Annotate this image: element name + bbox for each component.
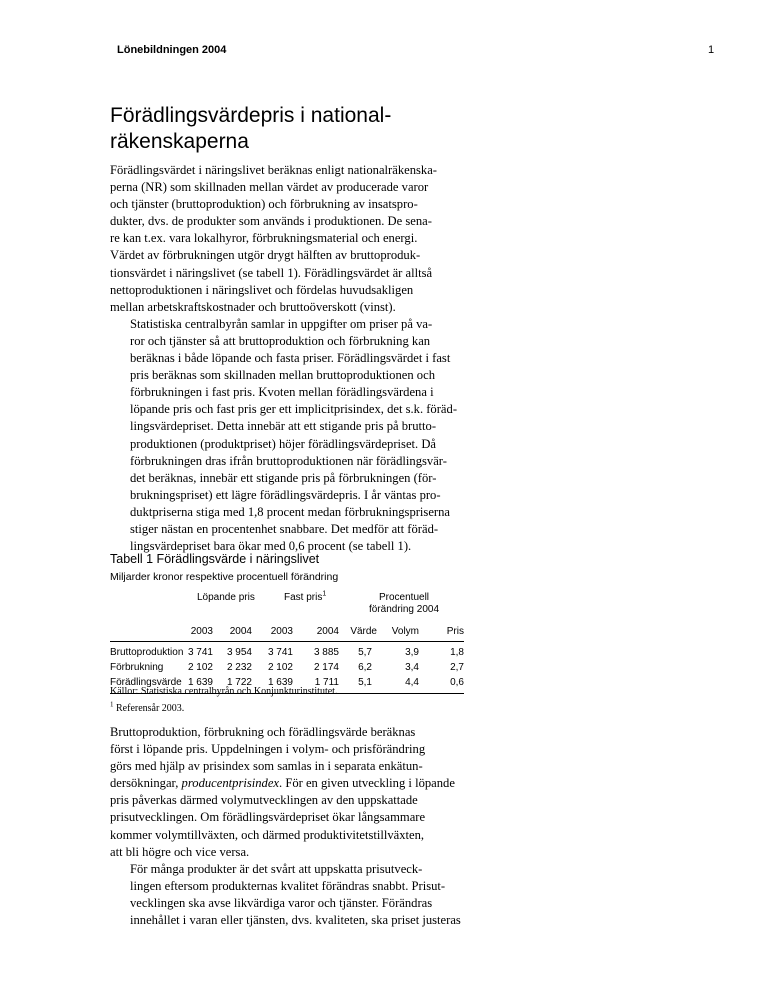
text-line: Värdet av förbrukningen utgör drygt hälften av bruttoproduk- (110, 248, 421, 263)
table-subtitle: Miljarder kronor respektive procentuell förändring (110, 571, 339, 583)
footnote-text: Referensår 2003. (116, 703, 185, 714)
table-source: Källor: Statistiska centralbyrån och Konjunkturinstitutet. (110, 686, 338, 697)
header-change-line1: Procentuell (378, 592, 430, 603)
text-line: re kan t.ex. vara lokalhyror, förbrukningsmaterial och energi. (110, 231, 418, 246)
table-cell: 2,7 (450, 662, 464, 673)
title-line: räkenskaperna (110, 130, 249, 153)
table-cell: 3 885 (313, 647, 339, 658)
paragraph-2 (110, 316, 478, 555)
table-cell: 2 102 (267, 662, 293, 673)
text-line: ror och tjänster så att bruttoproduktion och förbrukning kan (130, 333, 431, 348)
body-text-top (110, 162, 478, 555)
column-header: 2003 (270, 626, 293, 637)
row-label: Förädlingsvärde (110, 677, 182, 688)
table-cell: 3 954 (226, 647, 252, 658)
header-group-fixed-label: Fast pris (284, 592, 323, 603)
header-group-current-price: Löpande pris (197, 592, 255, 603)
column-header: Värde (350, 626, 377, 637)
text-line: innehållet i varan eller tjänsten, dvs. kvaliteten, ska priset justeras (130, 913, 461, 928)
column-header: Volym (391, 626, 419, 637)
text-line: mellan arbetskraftskostnader och bruttoöverskott (vinst). (110, 299, 396, 314)
paragraph-1 (110, 162, 478, 316)
table-cell: 3,9 (405, 647, 419, 658)
table-header-rule (110, 641, 464, 642)
text-line: förbrukningen dras ifrån bruttoproduktionen när förädlingsvär- (130, 453, 447, 468)
table-cell: 1 722 (226, 677, 252, 688)
text-line (110, 775, 478, 792)
text-line: lingsvärdepriset bara ökar med 0,6 procent (se tabell 1). (130, 539, 412, 554)
text-line: vecklingen ska avse likvärdiga varor och tjänster. Förändras (130, 895, 433, 910)
footnote-marker: 1 (322, 590, 327, 598)
table-cell: 5,7 (358, 647, 372, 658)
text-line: det beräknas, innebär ett stigande pris på förbrukningen (för- (130, 470, 437, 485)
text-line: tionsvärdet i näringslivet (se tabell 1). Förädlingsvärdet är alltså (110, 265, 433, 280)
table-cell: 1 639 (267, 677, 293, 688)
text-line: stiger nästan en procentenhet snabbare. Det medför att föräd- (130, 521, 439, 536)
table-title: Tabell 1 Förädlingsvärde i näringslivet (110, 552, 320, 566)
table-cell: 2 174 (313, 662, 339, 673)
column-header: 2003 (190, 626, 213, 637)
header-change-line2: förändring 2004 (368, 604, 440, 615)
text-line: först i löpande pris. Uppdelningen i volym- och prisförändring (110, 742, 426, 757)
text-line: att bli högre och vice versa. (110, 844, 250, 859)
paragraph-4 (110, 861, 478, 929)
text-line: perna (NR) som skillnaden mellan värdet av producerade varor (110, 180, 429, 195)
text-line: dukter, dvs. de produkter som används i produktionen. De sena- (110, 214, 432, 229)
title-line: Förädlingsvärdepris i national- (110, 104, 392, 127)
table-cell: 5,1 (358, 677, 372, 688)
table-cell: 0,6 (450, 677, 464, 688)
text-line: brukningspriset) ett lägre förädlingsvärdepris. I år väntas pro- (130, 487, 441, 502)
text-line: pris beräknas som skillnaden mellan bruttoproduktionen och (130, 368, 435, 383)
text-line: nettoproduktionen i näringslivet och fördelas huvudsakligen (110, 282, 414, 297)
text-line: förbrukningen i fast pris. Kvoten mellan förädlingsvärdena i (130, 385, 434, 400)
table-cell: 1 639 (187, 677, 213, 688)
text-line: och tjänster (bruttoproduktion) och förbrukning av insatspro- (110, 197, 418, 212)
body-text-bottom (110, 724, 478, 929)
table-cell: 1,8 (450, 647, 464, 658)
header-group-change (354, 592, 454, 615)
table-cell: 3 741 (187, 647, 213, 658)
column-header: Pris (446, 626, 464, 637)
text-line: görs med hjälp av prisindex som samlas in i separata enkätun- (110, 759, 423, 774)
table-cell: 6,2 (358, 662, 372, 673)
text-line: Bruttoproduktion, förbrukning och förädlingsvärde beräknas (110, 725, 416, 739)
column-header: 2004 (229, 626, 252, 637)
table-footnote (110, 700, 185, 714)
text-line: lingen eftersom produkternas kvalitet förändras snabbt. Prisut- (130, 878, 446, 893)
text-line: beräknas i både löpande och fasta priser. Förädlingsvärdet i fast (130, 351, 451, 366)
text-line: pris påverkas därmed volymutvecklingen av den uppskattade (110, 793, 418, 808)
table-cell: 3,4 (405, 662, 419, 673)
running-header: Lönebildningen 2004 (117, 44, 227, 56)
text-fragment: . För en given utveckling i löpande (279, 776, 455, 791)
table-cell: 2 232 (226, 662, 252, 673)
emphasized-term: producentprisindex (181, 776, 280, 791)
row-label: Förbrukning (110, 662, 164, 673)
text-line: Statistiska centralbyrån samlar in uppgifter om priser på va- (130, 316, 433, 331)
text-line: produktionen (produktpriset) höjer förädlingsvärdepriset. Då (130, 436, 437, 451)
header-group-fixed-price (284, 592, 326, 603)
page-number: 1 (708, 44, 715, 56)
text-line: kommer volymtillväxten, och därmed produktivitetstillväxten, (110, 827, 425, 842)
paragraph-3 (110, 724, 478, 861)
table-cell: 2 102 (187, 662, 213, 673)
footnote-number: 1 (110, 700, 114, 709)
section-title (110, 103, 530, 155)
text-line: löpande pris och fast pris ger ett implicitprisindex, det s.k. föräd- (130, 402, 458, 417)
text-line: Förädlingsvärdet i näringslivet beräknas enligt nationalräkenska- (110, 163, 437, 177)
table-cell: 1 711 (314, 677, 339, 688)
data-table (110, 586, 464, 688)
table-cell: 4,4 (405, 677, 419, 688)
text-line: lingsvärdepriset. Detta innebär att ett stigande pris på brutto- (130, 419, 437, 434)
table-cell: 3 741 (267, 647, 293, 658)
column-header: 2004 (316, 626, 339, 637)
text-line: prisutvecklingen. Om förädlingsvärdepriset ökar långsammare (110, 810, 426, 825)
text-line: För många produkter är det svårt att uppskatta prisutveck- (130, 861, 423, 876)
text-fragment: dersökningar, (110, 776, 182, 791)
text-line: duktpriserna stiga med 1,8 procent medan förbrukningspriserna (130, 504, 451, 519)
row-label: Bruttoproduktion (110, 647, 184, 658)
